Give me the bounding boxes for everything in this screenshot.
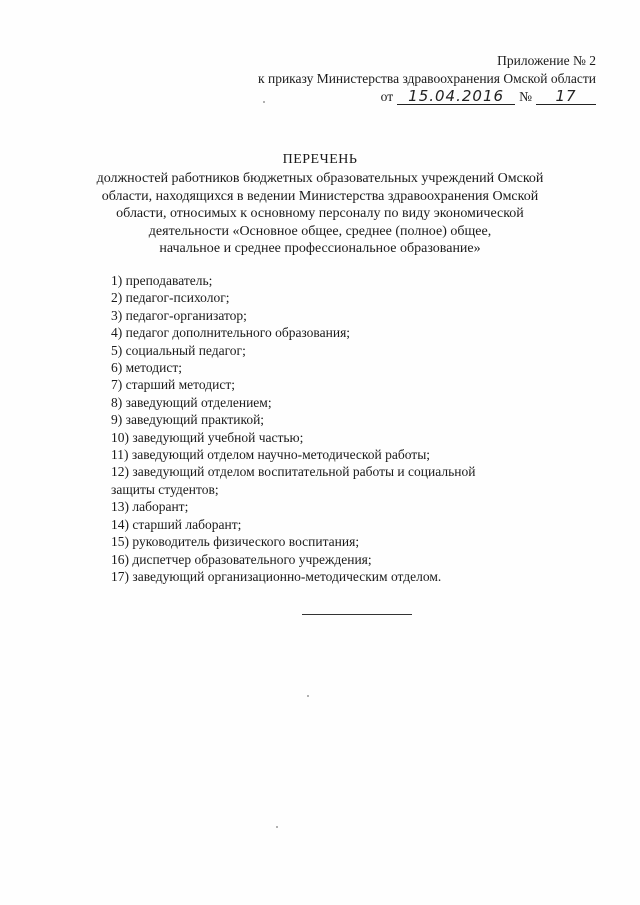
date-prefix: от (380, 89, 394, 104)
list-item: 2) педагог-психолог; (111, 290, 230, 306)
list-item: 15) руководитель физического воспитания; (111, 534, 360, 550)
closing-divider-line (302, 614, 412, 615)
list-item: 7) старший методист; (111, 377, 235, 393)
list-item: 13) лаборант; (111, 499, 189, 515)
list-item: 9) заведующий практикой; (111, 412, 265, 428)
appendix-header (258, 52, 596, 106)
list-item: 12) заведующий отделом воспитательной работы и социальной (111, 464, 476, 480)
handwritten-order-number: 17 (536, 88, 596, 105)
subtitle-line: деятельности «Основное общее, среднее (полное) общее, (148, 223, 492, 239)
appendix-number: Приложение № 2 (497, 53, 596, 68)
subtitle-line: начальное и среднее профессиональное образование» (159, 241, 481, 256)
order-reference: к приказу Министерства здравоохранения Омской области (258, 71, 596, 86)
scan-speck (276, 826, 278, 828)
document-subtitle (92, 170, 548, 258)
list-item: 5) социальный педагог; (111, 342, 246, 358)
scan-speck (307, 695, 309, 697)
list-item: 10) заведующий учебной частью; (111, 429, 304, 445)
list-item: 11) заведующий отделом научно-методической работы; (111, 447, 431, 463)
list-item: 17) заведующий организационно-методическим отделом. (111, 568, 442, 584)
list-item: 14) старший лаборант; (111, 516, 242, 532)
document-title: ПЕРЕЧЕНЬ (282, 152, 358, 167)
positions-list (111, 272, 591, 585)
subtitle-line: области, относимых к основному персоналу по виду экономической (116, 206, 524, 221)
subtitle-line: должностей работников бюджетных образовательных учреждений Омской (96, 171, 544, 186)
order-date-number-line (258, 88, 596, 106)
list-item: 1) преподаватель; (111, 273, 213, 288)
scan-speck (263, 101, 265, 103)
number-prefix: № (519, 89, 532, 104)
list-item: 3) педагог-организатор; (111, 307, 247, 323)
list-item-continuation: защиты студентов; (111, 481, 219, 497)
subtitle-line: области, находящихся в ведении Министерства здравоохранения Омской (101, 188, 539, 204)
list-item: 16) диспетчер образовательного учреждения; (111, 551, 372, 567)
list-item: 4) педагог дополнительного образования; (111, 325, 351, 341)
handwritten-date: 15.04.2016 (397, 88, 515, 105)
list-item: 8) заведующий отделением; (111, 394, 272, 410)
list-item: 6) методист; (111, 360, 182, 376)
